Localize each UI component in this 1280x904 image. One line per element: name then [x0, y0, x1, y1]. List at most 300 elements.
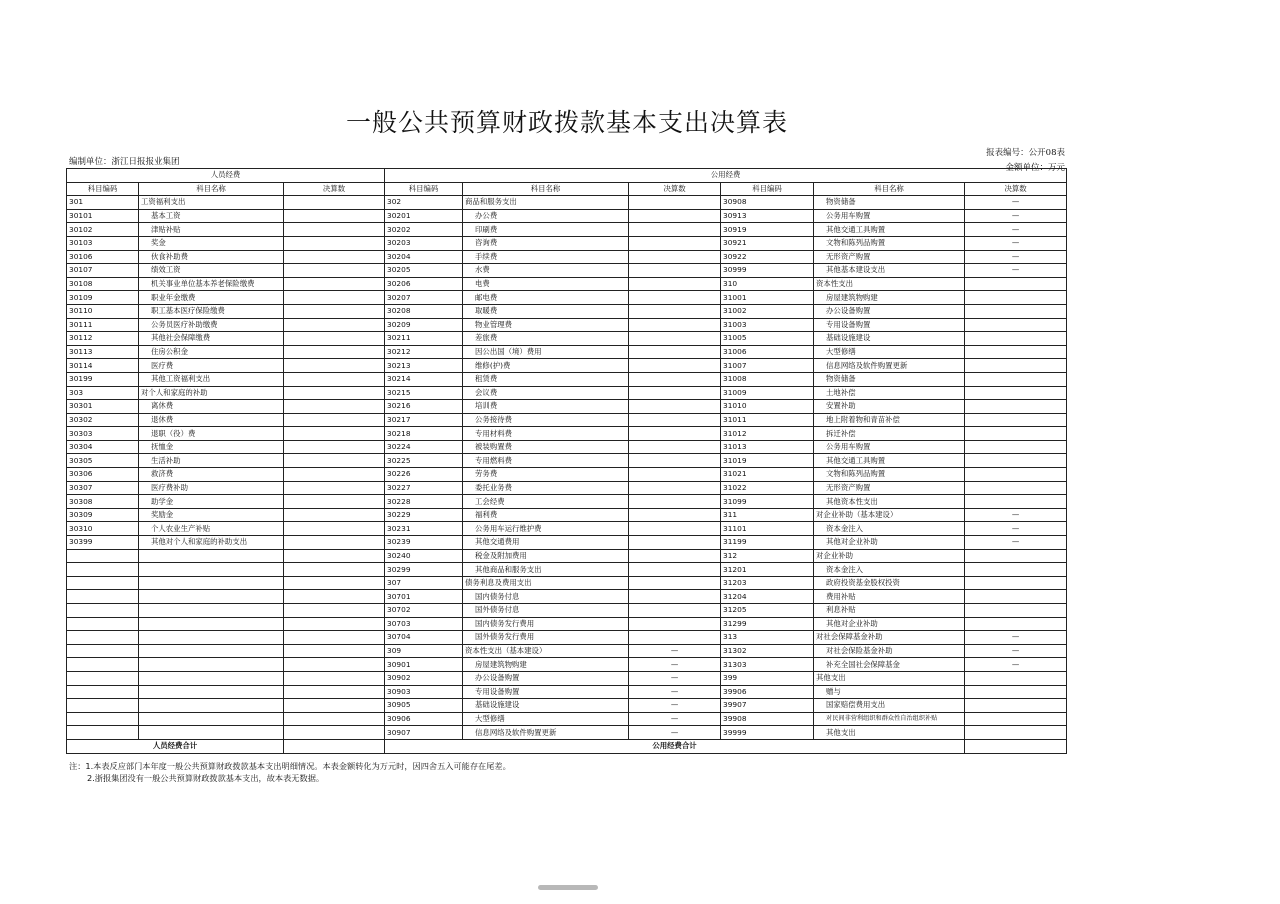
cell-code: 30216 — [385, 400, 463, 414]
cell-code: 30226 — [385, 468, 463, 482]
cell-name: 文物和陈列品购置 — [814, 468, 965, 482]
table-row — [67, 576, 1067, 590]
cell-name: 其他社会保障缴费 — [139, 332, 284, 346]
cell-code: 301 — [67, 196, 139, 210]
cell-amount — [965, 671, 1067, 685]
cell-name: 无形资产购置 — [814, 250, 965, 264]
cell-name: 劳务费 — [463, 468, 629, 482]
cell-name: 地上附着物和青苗补偿 — [814, 413, 965, 427]
cell-name: 国外债务付息 — [463, 604, 629, 618]
cell-name — [139, 671, 284, 685]
cell-code: 303 — [67, 386, 139, 400]
cell-name: 职工基本医疗保险缴费 — [139, 304, 284, 318]
cell-code: 30702 — [385, 604, 463, 618]
cell-amount — [965, 563, 1067, 577]
cell-code: 30207 — [385, 291, 463, 305]
cell-code: 31011 — [721, 413, 814, 427]
cell-code: 31199 — [721, 536, 814, 550]
cell-code: 30901 — [385, 658, 463, 672]
table-row — [67, 481, 1067, 495]
col-name: 科目名称 — [814, 182, 965, 196]
cell-code: 31001 — [721, 291, 814, 305]
table-row — [67, 644, 1067, 658]
cell-amount: — — [629, 726, 721, 740]
cell-name: 对企业补助 — [814, 549, 965, 563]
cell-amount — [965, 345, 1067, 359]
cell-code: 30114 — [67, 359, 139, 373]
cell-name: 信息网络及软件购置更新 — [814, 359, 965, 373]
cell-name — [139, 726, 284, 740]
cell-amount — [284, 671, 385, 685]
cell-amount — [284, 685, 385, 699]
personnel-total-value — [284, 739, 385, 753]
cell-code — [67, 644, 139, 658]
cell-name: 国外债务发行费用 — [463, 631, 629, 645]
cell-amount — [965, 332, 1067, 346]
cell-name: 公务用车购置 — [814, 209, 965, 223]
cell-code: 30112 — [67, 332, 139, 346]
cell-amount — [965, 712, 1067, 726]
cell-name: 对社会保障基金补助 — [814, 631, 965, 645]
cell-name: 奖励金 — [139, 508, 284, 522]
cell-code: 30102 — [67, 223, 139, 237]
cell-amount — [284, 413, 385, 427]
table-row — [67, 495, 1067, 509]
table-row — [67, 372, 1067, 386]
cell-amount — [284, 576, 385, 590]
table-row — [67, 631, 1067, 645]
cell-code: 30908 — [721, 196, 814, 210]
cell-amount — [284, 522, 385, 536]
cell-code: 31022 — [721, 481, 814, 495]
cell-amount — [965, 549, 1067, 563]
cell-name: 政府投资基金股权投资 — [814, 576, 965, 590]
amount-unit: 金额单位：万元 — [1005, 163, 1065, 173]
cell-code: 310 — [721, 277, 814, 291]
cell-code: 30239 — [385, 536, 463, 550]
cell-code: 30209 — [385, 318, 463, 332]
cell-name: 办公设备购置 — [814, 304, 965, 318]
cell-code: 31007 — [721, 359, 814, 373]
cell-code: 31299 — [721, 617, 814, 631]
cell-code: 31201 — [721, 563, 814, 577]
cell-amount: — — [965, 236, 1067, 250]
cell-amount — [965, 359, 1067, 373]
table-row — [67, 400, 1067, 414]
cell-name: 生活补助 — [139, 454, 284, 468]
col-code: 科目编码 — [67, 182, 139, 196]
public-total-label: 公用经费合计 — [385, 739, 965, 753]
cell-code: 30214 — [385, 372, 463, 386]
cell-name — [139, 658, 284, 672]
cell-code: 39907 — [721, 699, 814, 713]
col-code: 科目编码 — [385, 182, 463, 196]
col-amount: 决算数 — [284, 182, 385, 196]
cell-name: 专用材料费 — [463, 427, 629, 441]
cell-amount — [284, 726, 385, 740]
table-row — [67, 291, 1067, 305]
cell-amount: — — [965, 264, 1067, 278]
cell-name: 职业年金缴费 — [139, 291, 284, 305]
cell-name: 其他对企业补助 — [814, 536, 965, 550]
cell-name: 电费 — [463, 277, 629, 291]
cell-amount — [629, 209, 721, 223]
cell-name: 津贴补贴 — [139, 223, 284, 237]
table-row — [67, 386, 1067, 400]
cell-code: 30206 — [385, 277, 463, 291]
cell-code — [67, 576, 139, 590]
cell-name: 公务用车购置 — [814, 440, 965, 454]
cell-code: 302 — [385, 196, 463, 210]
cell-amount: — — [629, 712, 721, 726]
cell-code — [67, 712, 139, 726]
cell-amount — [965, 400, 1067, 414]
cell-amount — [284, 508, 385, 522]
cell-code: 30305 — [67, 454, 139, 468]
cell-code: 31010 — [721, 400, 814, 414]
cell-amount — [629, 332, 721, 346]
cell-amount: — — [965, 658, 1067, 672]
cell-code: 39908 — [721, 712, 814, 726]
cell-amount — [965, 576, 1067, 590]
cell-code: 30307 — [67, 481, 139, 495]
table-row — [67, 712, 1067, 726]
cell-code: 30304 — [67, 440, 139, 454]
cell-code: 30302 — [67, 413, 139, 427]
cell-code: 30229 — [385, 508, 463, 522]
table-row — [67, 264, 1067, 278]
cell-name: 租赁费 — [463, 372, 629, 386]
cell-amount — [965, 440, 1067, 454]
col-amount: 决算数 — [965, 182, 1067, 196]
table-row — [67, 590, 1067, 604]
cell-code: 30111 — [67, 318, 139, 332]
col-name: 科目名称 — [463, 182, 629, 196]
cell-amount — [284, 427, 385, 441]
cell-name: 对个人和家庭的补助 — [139, 386, 284, 400]
cell-amount — [629, 617, 721, 631]
cell-name: 绩效工资 — [139, 264, 284, 278]
cell-amount — [629, 604, 721, 618]
cell-code: 30903 — [385, 685, 463, 699]
cell-name: 邮电费 — [463, 291, 629, 305]
cell-name: 办公设备购置 — [463, 671, 629, 685]
cell-name: 被装购置费 — [463, 440, 629, 454]
cell-amount — [284, 631, 385, 645]
cell-code: 30303 — [67, 427, 139, 441]
cell-name — [139, 563, 284, 577]
cell-code: 30208 — [385, 304, 463, 318]
cell-code: 30108 — [67, 277, 139, 291]
cell-amount — [965, 726, 1067, 740]
table-row — [67, 332, 1067, 346]
cell-name: 咨询费 — [463, 236, 629, 250]
cell-code — [67, 658, 139, 672]
cell-code: 30301 — [67, 400, 139, 414]
table-row — [67, 468, 1067, 482]
public-header: 公用经费 — [385, 169, 1067, 183]
cell-amount — [284, 209, 385, 223]
cell-code: 30919 — [721, 223, 814, 237]
cell-code — [67, 685, 139, 699]
cell-code: 30921 — [721, 236, 814, 250]
cell-code: 31203 — [721, 576, 814, 590]
cell-amount — [284, 386, 385, 400]
cell-amount — [965, 590, 1067, 604]
cell-name: 医疗费 — [139, 359, 284, 373]
cell-code: 31003 — [721, 318, 814, 332]
cell-name: 物业管理费 — [463, 318, 629, 332]
cell-name: 对民间非营利组织和群众性自治组织补贴 — [814, 712, 965, 726]
cell-amount — [284, 468, 385, 482]
compiling-unit: 编制单位：浙江日报报业集团 — [69, 157, 180, 167]
cell-name: 其他工资福利支出 — [139, 372, 284, 386]
cell-code: 30905 — [385, 699, 463, 713]
cell-name: 医疗费补助 — [139, 481, 284, 495]
cell-name: 机关事业单位基本养老保险缴费 — [139, 277, 284, 291]
cell-name: 其他交通费用 — [463, 536, 629, 550]
cell-code — [67, 590, 139, 604]
table-row — [67, 277, 1067, 291]
table-row — [67, 359, 1067, 373]
cell-code: 31205 — [721, 604, 814, 618]
cell-amount — [629, 440, 721, 454]
cell-name: 退职（役）费 — [139, 427, 284, 441]
cell-amount — [629, 400, 721, 414]
cell-code: 31019 — [721, 454, 814, 468]
cell-name: 水费 — [463, 264, 629, 278]
cell-amount — [629, 631, 721, 645]
cell-name: 基本工资 — [139, 209, 284, 223]
cell-amount — [284, 712, 385, 726]
cell-name: 救济费 — [139, 468, 284, 482]
expenditure-table — [66, 168, 1067, 754]
cell-code: 30213 — [385, 359, 463, 373]
cell-amount: — — [629, 644, 721, 658]
cell-amount — [965, 372, 1067, 386]
cell-code: 30218 — [385, 427, 463, 441]
cell-code: 30299 — [385, 563, 463, 577]
cell-name: 资本性支出 — [814, 277, 965, 291]
personnel-header: 人员经费 — [67, 169, 385, 183]
cell-amount — [629, 345, 721, 359]
cell-code: 31006 — [721, 345, 814, 359]
cell-code: 30201 — [385, 209, 463, 223]
cell-name: 拆迁补偿 — [814, 427, 965, 441]
cell-name: 物资储备 — [814, 196, 965, 210]
cell-amount — [965, 291, 1067, 305]
table-row — [67, 413, 1067, 427]
cell-code: 30308 — [67, 495, 139, 509]
cell-amount — [629, 522, 721, 536]
cell-name: 个人农业生产补贴 — [139, 522, 284, 536]
cell-amount — [284, 400, 385, 414]
cell-code: 39999 — [721, 726, 814, 740]
cell-code: 30228 — [385, 495, 463, 509]
cell-name: 专用设备购置 — [814, 318, 965, 332]
table-body — [67, 196, 1067, 740]
cell-code: 311 — [721, 508, 814, 522]
cell-name: 工会经费 — [463, 495, 629, 509]
cell-amount — [629, 359, 721, 373]
header-column-row — [67, 182, 1067, 196]
cell-name — [139, 576, 284, 590]
cell-name: 公务接待费 — [463, 413, 629, 427]
cell-amount — [965, 699, 1067, 713]
cell-code: 309 — [385, 644, 463, 658]
cell-code: 30309 — [67, 508, 139, 522]
cell-code: 30204 — [385, 250, 463, 264]
cell-name: 手续费 — [463, 250, 629, 264]
table-row — [67, 699, 1067, 713]
cell-amount — [629, 372, 721, 386]
report-code: 报表编号：公开08表 — [986, 148, 1065, 158]
cell-name: 其他支出 — [814, 726, 965, 740]
table-row — [67, 617, 1067, 631]
cell-name: 国内债务发行费用 — [463, 617, 629, 631]
cell-amount — [284, 590, 385, 604]
cell-code: 399 — [721, 671, 814, 685]
table-row — [67, 671, 1067, 685]
cell-name — [139, 604, 284, 618]
cell-code: 30110 — [67, 304, 139, 318]
cell-name: 退休费 — [139, 413, 284, 427]
cell-amount — [284, 345, 385, 359]
cell-name: 费用补贴 — [814, 590, 965, 604]
cell-amount: — — [965, 223, 1067, 237]
cell-name — [139, 699, 284, 713]
cell-name — [139, 617, 284, 631]
cell-name: 大型修缮 — [814, 345, 965, 359]
table-row — [67, 196, 1067, 210]
cell-code: 31101 — [721, 522, 814, 536]
cell-name: 其他资本性支出 — [814, 495, 965, 509]
cell-amount: — — [965, 508, 1067, 522]
cell-code: 30399 — [67, 536, 139, 550]
cell-code: 30227 — [385, 481, 463, 495]
header-group-row — [67, 169, 1067, 183]
cell-name: 大型修缮 — [463, 712, 629, 726]
cell-name: 福利费 — [463, 508, 629, 522]
cell-amount — [629, 236, 721, 250]
table-row — [67, 427, 1067, 441]
cell-amount: — — [965, 644, 1067, 658]
cell-code: 31012 — [721, 427, 814, 441]
cell-name: 委托业务费 — [463, 481, 629, 495]
table-row — [67, 522, 1067, 536]
table-row — [67, 604, 1067, 618]
cell-name: 物资储备 — [814, 372, 965, 386]
cell-code: 31303 — [721, 658, 814, 672]
cell-code: 30107 — [67, 264, 139, 278]
cell-name: 资本金注入 — [814, 522, 965, 536]
cell-amount: — — [965, 522, 1067, 536]
cell-name: 对企业补助（基本建设） — [814, 508, 965, 522]
cell-amount — [965, 427, 1067, 441]
cell-code: 30109 — [67, 291, 139, 305]
cell-name: 办公费 — [463, 209, 629, 223]
cell-name: 对社会保险基金补助 — [814, 644, 965, 658]
cell-name: 其他支出 — [814, 671, 965, 685]
table-row — [67, 549, 1067, 563]
cell-code: 307 — [385, 576, 463, 590]
cell-amount: — — [965, 536, 1067, 550]
cell-code: 39906 — [721, 685, 814, 699]
cell-amount: — — [629, 671, 721, 685]
table-row — [67, 726, 1067, 740]
cell-amount — [629, 563, 721, 577]
cell-name: 利息补贴 — [814, 604, 965, 618]
cell-name — [139, 685, 284, 699]
cell-amount — [629, 277, 721, 291]
cell-code: 31005 — [721, 332, 814, 346]
cell-amount — [629, 250, 721, 264]
cell-name: 房屋建筑物购建 — [463, 658, 629, 672]
cell-amount: — — [965, 196, 1067, 210]
col-code: 科目编码 — [721, 182, 814, 196]
cell-amount — [284, 277, 385, 291]
cell-amount — [284, 495, 385, 509]
table-row — [67, 304, 1067, 318]
cell-amount — [629, 304, 721, 318]
cell-code — [67, 549, 139, 563]
cell-amount — [284, 617, 385, 631]
cell-name — [139, 631, 284, 645]
cell-name: 奖金 — [139, 236, 284, 250]
cell-code: 30922 — [721, 250, 814, 264]
cell-amount — [284, 440, 385, 454]
cell-name: 其他对个人和家庭的补助支出 — [139, 536, 284, 550]
cell-amount — [284, 264, 385, 278]
cell-name: 其他对企业补助 — [814, 617, 965, 631]
page-stamp — [538, 885, 598, 890]
cell-name: 因公出国（境）费用 — [463, 345, 629, 359]
cell-name: 维修(护)费 — [463, 359, 629, 373]
col-amount: 决算数 — [629, 182, 721, 196]
table-row — [67, 223, 1067, 237]
cell-amount — [965, 413, 1067, 427]
cell-amount — [629, 508, 721, 522]
cell-code: 30902 — [385, 671, 463, 685]
public-total-value — [965, 739, 1067, 753]
cell-amount — [284, 196, 385, 210]
cell-name: 资本金注入 — [814, 563, 965, 577]
cell-code — [67, 563, 139, 577]
table-row — [67, 508, 1067, 522]
page-title: 一般公共预算财政拨款基本支出决算表 — [345, 108, 788, 137]
cell-name: 其他交通工具购置 — [814, 223, 965, 237]
cell-name: 住房公积金 — [139, 345, 284, 359]
cell-code: 30907 — [385, 726, 463, 740]
cell-code: 30101 — [67, 209, 139, 223]
table-row — [67, 536, 1067, 550]
cell-code: 31013 — [721, 440, 814, 454]
totals-row — [67, 739, 1067, 753]
cell-amount — [284, 699, 385, 713]
cell-amount — [629, 196, 721, 210]
cell-amount — [629, 318, 721, 332]
cell-amount — [284, 304, 385, 318]
cell-code: 31204 — [721, 590, 814, 604]
cell-name: 差旅费 — [463, 332, 629, 346]
notes — [69, 760, 511, 784]
cell-amount — [629, 481, 721, 495]
cell-amount — [284, 658, 385, 672]
cell-code: 30703 — [385, 617, 463, 631]
personnel-total-label: 人员经费合计 — [67, 739, 284, 753]
cell-code: 30203 — [385, 236, 463, 250]
cell-code: 30240 — [385, 549, 463, 563]
